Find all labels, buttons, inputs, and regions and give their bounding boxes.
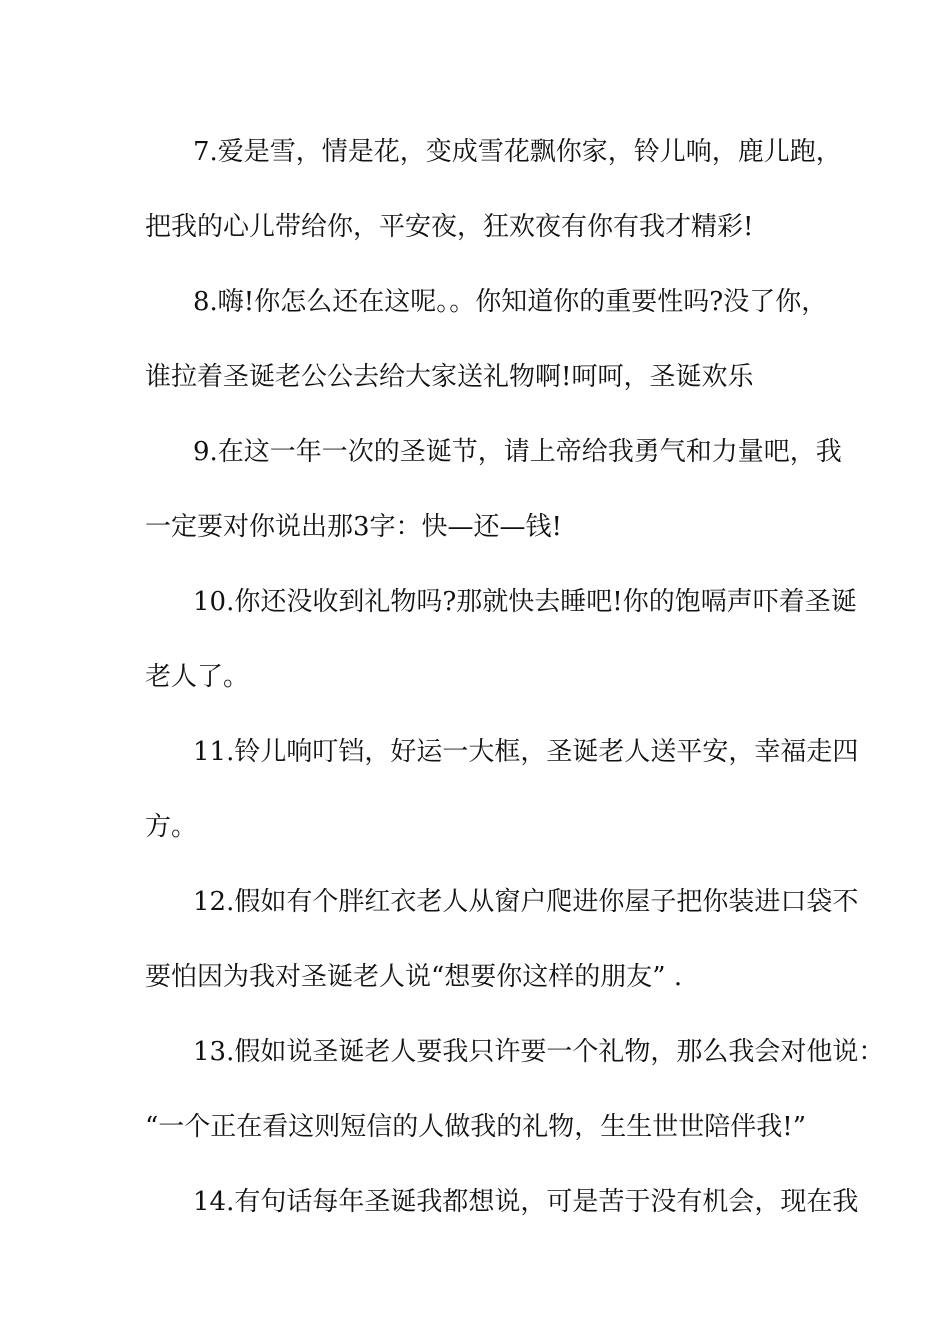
paragraph-9-line-1: 9.在这一年一次的圣诞节，请上帝给我勇气和力量吧，我	[193, 437, 842, 467]
paragraph-11-line-1: 11.铃儿响叮铛，好运一大框，圣诞老人送平安，幸福走四	[193, 737, 859, 767]
paragraph-12-line-1: 12.假如有个胖红衣老人从窗户爬进你屋子把你装进口袋不	[193, 887, 859, 917]
paragraph-10-line-2: 老人了。	[145, 662, 250, 692]
paragraph-8-line-2: 谁拉着圣诞老公公去给大家送礼物啊!呵呵，圣诞欢乐	[145, 362, 754, 392]
paragraph-9-line-2: 一定要对你说出那3字：快—还—钱!	[145, 512, 562, 542]
paragraph-13-line-1: 13.假如说圣诞老人要我只许要一个礼物，那么我会对他说：	[193, 1037, 885, 1067]
paragraph-10-line-1: 10.你还没收到礼物吗?那就快去睡吧!你的饱嗝声吓着圣诞	[193, 587, 857, 617]
paragraph-11-line-2: 方。	[145, 812, 198, 842]
paragraph-7-line-1: 7.爱是雪，情是花，变成雪花飘你家，铃儿响，鹿儿跑，	[193, 137, 842, 167]
paragraph-14-line-1: 14.有句话每年圣诞我都想说，可是苦于没有机会，现在我	[193, 1187, 859, 1217]
paragraph-12-line-2: 要怕因为我对圣诞老人说“想要你这样的朋友” .	[145, 962, 683, 992]
paragraph-8-line-1: 8.嗨!你怎么还在这呢。。你知道你的重要性吗?没了你，	[193, 287, 828, 317]
paragraph-7-line-2: 把我的心儿带给你，平安夜，狂欢夜有你有我才精彩!	[145, 212, 754, 242]
paragraph-13-line-2: “一个正在看这则短信的人做我的礼物，生生世世陪伴我!”	[145, 1112, 807, 1142]
